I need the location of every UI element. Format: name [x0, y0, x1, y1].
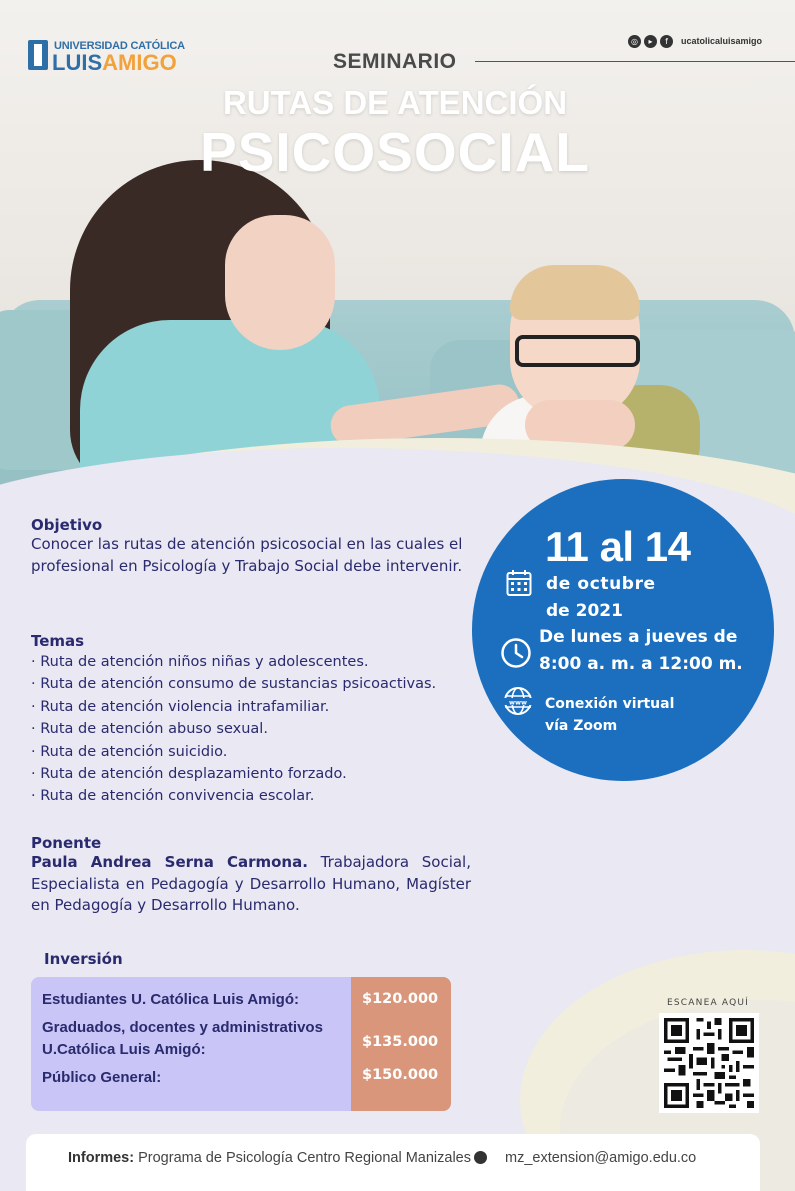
logo-amigo: AMIGO — [102, 50, 177, 75]
globe-icon — [502, 685, 534, 717]
objetivo-text: Conocer las rutas de atención psicosocial en las cuales el profesional en Psicología y Trabajo Social debe intervenir. — [31, 535, 463, 575]
logo-line2 — [52, 50, 177, 76]
price-value: $120.000 — [362, 991, 439, 1007]
calendar-icon — [506, 569, 532, 597]
list-item: · Ruta de atención violencia intrafamiliar. — [31, 698, 330, 715]
event-connection-line2: vía Zoom — [545, 718, 618, 734]
clock-icon — [500, 637, 532, 669]
event-year: de 2021 — [546, 601, 623, 621]
event-days: De lunes a jueves de — [539, 627, 738, 647]
list-item: · Ruta de atención suicidio. — [31, 743, 228, 760]
ponente-bio: Trabajadora Social, Especialista en Pedagogía y Desarrollo Humano, Magíster en Pedagogía y Desarrollo Humano. — [31, 853, 471, 914]
price-table — [31, 977, 451, 1111]
list-item: · Ruta de atención niños niñas y adolescentes. — [31, 654, 369, 670]
qr-code-icon — [664, 1018, 754, 1108]
event-date-range: 11 al 14 — [545, 523, 691, 570]
qr-label: ESCANEA AQUÍ — [667, 998, 750, 1008]
temas-section — [31, 632, 481, 808]
event-hours: 8:00 a. m. a 12:00 m. — [539, 654, 743, 674]
footer-label: Informes: — [68, 1150, 135, 1166]
objetivo-heading: Objetivo — [31, 516, 103, 534]
email-icon — [474, 1151, 487, 1164]
temas-heading: Temas — [31, 632, 85, 650]
footer-program: Programa de Psicología Centro Regional Manizales — [134, 1150, 471, 1166]
social-bar — [628, 33, 762, 49]
social-handle: ucatolicaluisamigo — [681, 36, 763, 46]
ponente-section — [31, 834, 471, 917]
footer-email[interactable]: mz_extension@amigo.edu.co — [504, 1150, 697, 1166]
price-value: $135.000 — [362, 1034, 439, 1050]
logo-line1: UNIVERSIDAD CATÓLICA — [54, 40, 185, 52]
ponente-name: Paula Andrea Serna Carmona. — [31, 853, 308, 871]
price-value: $150.000 — [362, 1067, 439, 1083]
title-line1: RUTAS DE ATENCIÓN — [222, 84, 568, 121]
event-connection-line1: Conexión virtual — [545, 696, 675, 712]
woman-face-shape — [225, 215, 335, 350]
event-info-circle — [472, 479, 774, 781]
instagram-icon[interactable]: ◎ — [628, 35, 641, 48]
temas-list — [31, 651, 481, 808]
list-item: · Ruta de atención abuso sexual. — [31, 721, 268, 738]
svg-text:www: www — [508, 698, 528, 707]
price-label: Estudiantes U. Católica Luis Amigó: — [42, 991, 299, 1008]
youtube-icon[interactable]: ▸ — [644, 35, 657, 48]
title-line2: PSICOSOCIAL — [200, 121, 590, 183]
eyebrow-label: SEMINARIO — [333, 50, 457, 73]
glasses-shape — [515, 335, 640, 367]
event-month: de octubre — [546, 574, 656, 594]
eyebrow-divider — [475, 61, 795, 62]
list-item: · Ruta de atención desplazamiento forzado. — [31, 766, 347, 783]
ponente-text — [31, 852, 471, 917]
inversion-heading: Inversión — [44, 950, 123, 968]
price-label: U.Católica Luis Amigó: — [42, 1041, 206, 1058]
objetivo-section — [31, 516, 471, 577]
list-item: · Ruta de atención convivencia escolar. — [31, 788, 315, 805]
ponente-heading: Ponente — [31, 834, 102, 852]
facebook-icon[interactable]: f — [660, 35, 673, 48]
list-item: · Ruta de atención consumo de sustancias psicoactivas. — [31, 676, 437, 693]
price-label: Público General: — [42, 1069, 162, 1086]
child-hair-shape — [510, 265, 640, 320]
qr-code[interactable] — [659, 1013, 759, 1113]
footer-bar — [26, 1134, 760, 1191]
logo-mark-icon — [28, 40, 48, 70]
logo-luis: LUIS — [52, 50, 103, 75]
university-logo — [28, 40, 198, 74]
price-label: Graduados, docentes y administrativos — [42, 1019, 323, 1036]
footer-text — [68, 1150, 696, 1166]
